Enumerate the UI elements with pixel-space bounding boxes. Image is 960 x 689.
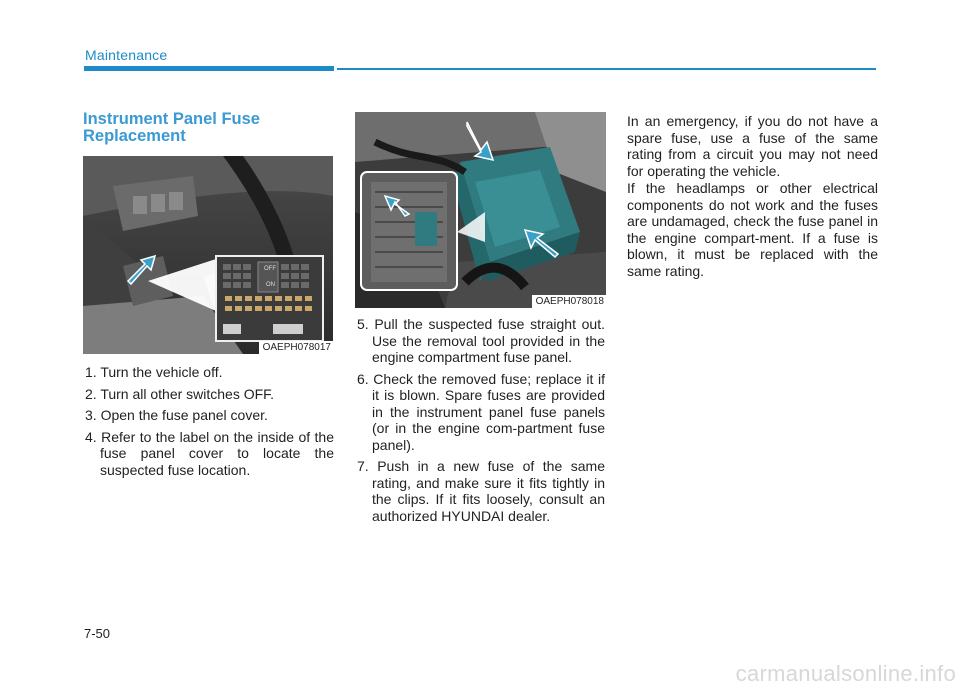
engine-compartment-photo <box>355 112 606 308</box>
step-4: 4. Refer to the label on the inside of the fuse panel cover to locate the suspected fuse location. <box>85 428 334 478</box>
step-7: 7. Push in a new fuse of the same rating, and make sure it fits tightly in the clips. If it fits loosely, consult an authorized HYUNDAI dealer. <box>357 458 605 524</box>
watermark: carmanualsonline.info <box>735 661 956 686</box>
instrument-panel-photo <box>83 156 333 354</box>
step-5: 5. Pull the suspected fuse straight out. Use the removal tool provided in the engine compartment fuse panel. <box>357 316 605 365</box>
step-3: 3. Open the fuse panel cover. <box>85 407 268 423</box>
instrument-panel-illustration <box>83 156 333 354</box>
panel-off-label: OFF <box>264 266 276 272</box>
emergency-paragraph: In an emergency, if you do not have a spare fuse, use a fuse of the same rating from a circuit you may not need for operating the vehicle. <box>627 113 878 179</box>
section-label: Maintenance <box>85 47 168 63</box>
section-heading: Instrument Panel Fuse Replacement <box>83 110 260 145</box>
figure-code-left: OAEPH078017 <box>259 341 333 354</box>
header-rule-thick <box>84 66 334 71</box>
figure-code-middle: OAEPH078018 <box>532 295 606 308</box>
header-rule-thin <box>337 68 876 70</box>
page-number: 7-50 <box>84 626 111 641</box>
step-1: 1. Turn the vehicle off. <box>85 364 223 380</box>
steps-middle <box>357 316 605 529</box>
panel-on-label: ON <box>266 282 275 288</box>
step-2: 2. Turn all other switches OFF. <box>85 385 275 402</box>
steps-left <box>85 364 334 483</box>
headlamp-paragraph: If the headlamps or other electrical components do not work and the fuses are undamaged, check the fuse panel in the engine compart-ment. If a fuse is blown, it must be replaced with the same rating. <box>627 180 878 279</box>
step-6: 6. Check the removed fuse; replace it if it is blown. Spare fuses are provided in the instrument panel fuse panels (or in the engine com-partment fuse panel). <box>357 370 605 453</box>
engine-compartment-illustration <box>355 112 606 308</box>
